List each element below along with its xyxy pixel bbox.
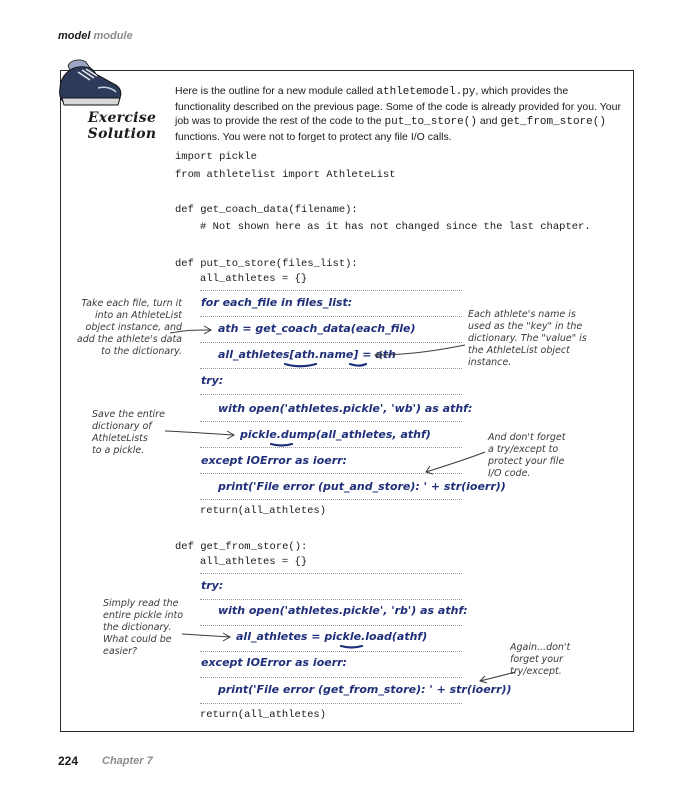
code-init-put: all_athletes = {} xyxy=(200,273,308,285)
note-athlete-key: Each athlete's name is used as the "key" in the dictionary. The "value" is the AthleteList object instance. xyxy=(468,309,587,368)
underline-dump xyxy=(271,444,292,446)
hand-print-put: print('File error (put_and_store): ' + str(ioerr)) xyxy=(218,480,506,493)
hand-dict-assign: all_athletes[ath.name] = ath xyxy=(218,348,396,361)
chapter-label: Chapter 7 xyxy=(102,755,153,767)
hand-ath-assign: ath = get_coach_data(each_file) xyxy=(218,322,416,335)
code-def-get-from-store: def get_from_store(): xyxy=(175,541,308,553)
intro-text-1: Here is the outline for a new module called xyxy=(175,85,377,97)
intro-text-4: functions. You were not to forget to protect any file I/O calls. xyxy=(175,130,452,143)
header-module: module xyxy=(93,30,133,42)
solution-word: Solution xyxy=(87,126,157,142)
underline-ath xyxy=(350,364,366,366)
hand-try-get: try: xyxy=(201,579,224,592)
intro-text-3: and xyxy=(476,115,501,127)
hand-with-open-rb: with open('athletes.pickle', 'rb') as athf: xyxy=(218,604,468,617)
hand-pickle-load: all_athletes = pickle.load(athf) xyxy=(236,630,428,643)
code-import-pickle: import pickle xyxy=(175,151,257,163)
underline-load xyxy=(341,646,362,648)
arrow-take-each-file xyxy=(170,330,210,333)
intro-code-module: athletemodel.py xyxy=(376,86,476,98)
hand-try-put: try: xyxy=(201,374,224,387)
hand-pickle-dump: pickle.dump(all_athletes, athf) xyxy=(240,428,431,441)
intro-text-2: , which provides the functionality described on the previous page. Some of the code is already provided for you. Your job was to provide the rest of the code to the xyxy=(175,85,621,127)
hand-except-get: except IOError as ioerr: xyxy=(201,656,347,669)
arrow-try-except-get xyxy=(480,672,515,681)
note-take-each-file: Take each file, turn it into an AthleteList object instance, and add the athlete's data to the dictionary. xyxy=(76,298,182,357)
note-try-except-put: And don't forget a try/except to protect your file I/O code. xyxy=(488,432,566,479)
note-read-pickle: Simply read the entire pickle into the dictionary. What could be easier? xyxy=(103,598,184,657)
hand-print-get: print('File error (get_from_store): ' + str(ioerr)) xyxy=(218,683,512,696)
code-import-athletelist: from athletelist import AthleteList xyxy=(175,169,396,181)
arrow-read-pickle xyxy=(182,634,230,637)
note-save-dictionary: Save the entire dictionary of AthleteLists to a pickle. xyxy=(92,409,165,456)
arrow-save-dictionary xyxy=(165,431,234,435)
hand-for-loop: for each_file in files_list: xyxy=(201,296,353,309)
hand-with-open-wb: with open('athletes.pickle', 'wb') as athf: xyxy=(218,402,473,415)
arrow-try-except-put xyxy=(426,452,485,472)
page-number: 224 xyxy=(58,754,79,768)
intro-code-get: get_from_store() xyxy=(500,116,606,128)
code-def-put-to-store: def put_to_store(files_list): xyxy=(175,258,358,270)
note-try-except-get: Again...don't forget your try/except. xyxy=(510,642,571,677)
code-return-put: return(all_athletes) xyxy=(200,505,327,517)
code-init-get: all_athletes = {} xyxy=(200,556,308,568)
header-model: model xyxy=(58,30,91,42)
intro-code-put: put_to_store() xyxy=(384,116,477,128)
code-return-get: return(all_athletes) xyxy=(200,709,327,721)
code-def-get-coach-data: def get_coach_data(filename): xyxy=(175,204,358,216)
underline-ath-name xyxy=(285,364,316,366)
exercise-word: Exercise xyxy=(87,110,157,126)
arrow-athlete-key xyxy=(375,345,465,355)
hand-except-put: except IOError as ioerr: xyxy=(201,454,347,467)
code-comment: # Not shown here as it has not changed since the last chapter. xyxy=(200,221,591,233)
